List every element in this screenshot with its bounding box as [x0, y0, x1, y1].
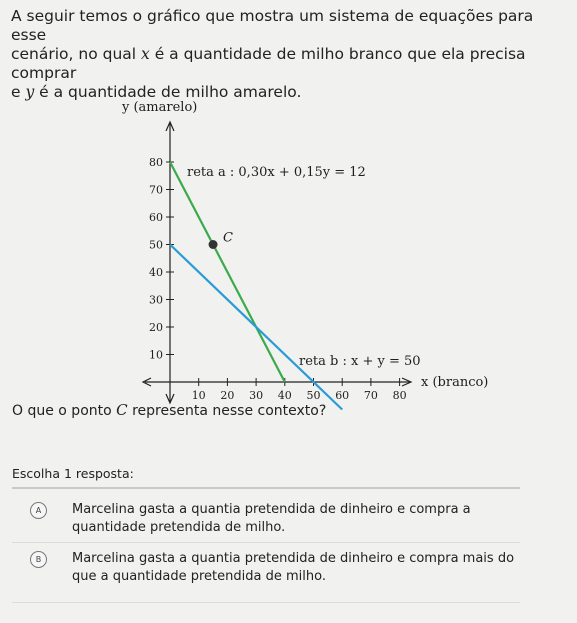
option-a-text: Marcelina gasta a quantia pretendida de dinheiro e compra a quantidade pretendida de milho. — [72, 502, 471, 535]
y-tick-label: 30 — [149, 293, 163, 307]
y-tick-label: 50 — [149, 238, 163, 252]
point-c-ref: C — [116, 401, 128, 419]
point-c — [209, 240, 218, 249]
x-tick-label: 10 — [191, 389, 206, 402]
y-axis-label: y (amarelo) — [122, 100, 198, 115]
x-tick-label: 20 — [220, 389, 235, 402]
y-tick-label: 10 — [149, 348, 163, 362]
point-c-label: C — [223, 230, 234, 246]
intro-line-1: A seguir temos o gráfico que mostra um sistema de equações para esse — [11, 7, 534, 44]
series-lines — [170, 162, 342, 410]
x-tick-label: 40 — [277, 389, 292, 402]
answer-option-a[interactable] — [30, 501, 530, 537]
intro-line-3-end: é a quantidade de milho amarelo. — [34, 83, 302, 101]
variable-x: x — [141, 45, 150, 63]
divider — [12, 602, 520, 603]
variable-y: y — [25, 83, 35, 101]
intro-line-2-start: cenário, no qual — [11, 45, 142, 63]
choose-prompt: Escolha 1 resposta: — [12, 466, 134, 481]
answer-option-b[interactable] — [30, 550, 530, 586]
question-end: representa nesse contexto? — [127, 403, 327, 419]
option-b-marker: B — [30, 551, 47, 568]
intro-line-3-start: e — [11, 83, 26, 101]
y-tick-label: 20 — [149, 321, 163, 334]
y-tick-label: 40 — [149, 266, 163, 279]
chart-labels — [121, 100, 488, 390]
option-b-text: Marcelina gasta a quantia pretendida de dinheiro e compra mais do que a quantidade pretendida de milho. — [72, 551, 515, 584]
question-start: O que o ponto — [12, 403, 117, 419]
x-tick-label: 60 — [335, 389, 350, 402]
series-a-label: reta a : 0,30x + 0,15y = 12 — [187, 165, 366, 180]
x-tick-label: 80 — [392, 389, 407, 402]
option-a-marker: A — [30, 502, 47, 519]
series-b-label: reta b : x + y = 50 — [299, 354, 421, 369]
series-line-a — [170, 162, 285, 382]
divider — [12, 487, 520, 489]
x-tick-label: 50 — [306, 389, 321, 402]
y-tick-label: 60 — [149, 211, 163, 224]
x-axis-label: x (branco) — [421, 375, 489, 390]
divider — [12, 542, 520, 543]
question-text — [12, 401, 326, 419]
x-tick-label: 70 — [363, 389, 378, 402]
intro-line-2-end: é a quantidade de milho branco que ela precisa comprar — [11, 45, 526, 82]
y-tick-label: 70 — [149, 183, 163, 197]
y-tick-label: 80 — [149, 156, 163, 169]
x-tick-label: 30 — [249, 389, 264, 402]
